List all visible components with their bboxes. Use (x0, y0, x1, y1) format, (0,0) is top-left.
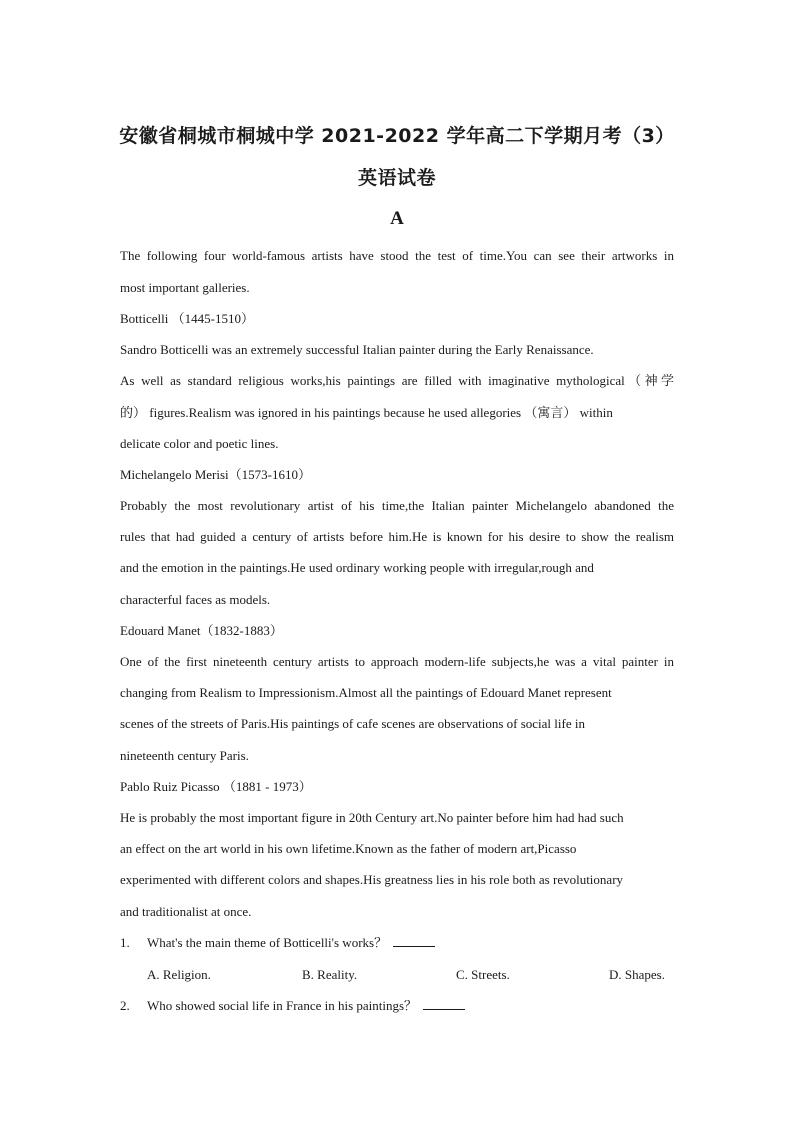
paragraph-line: scenes of the streets of Paris.His paintings of cafe scenes are observations of social life in (120, 716, 585, 731)
option-c[interactable]: C. Streets. (456, 967, 510, 982)
artist-heading-botticelli: Botticelli （1445-1510） (120, 311, 254, 326)
option-b[interactable]: B. Reality. (302, 967, 358, 982)
paragraph-line: changing from Realism to Impressionism.Almost all the paintings of Edouard Manet represent (120, 685, 612, 700)
artist-heading-manet: Edouard Manet（1832-1883） (120, 623, 283, 638)
question-1 (147, 935, 435, 951)
paragraph-line: rules that had guided a century of artists before him.He is known for his desire to show the realism (120, 529, 674, 544)
page-subtitle: 英语试卷 (357, 167, 436, 189)
intro-line: most important galleries. (120, 280, 250, 295)
answer-blank[interactable] (393, 935, 435, 947)
question-text: What's the main theme of Botticelli's works？ (147, 935, 388, 950)
option-d[interactable]: D. Shapes. (609, 967, 665, 982)
paragraph-line: Sandro Botticelli was an extremely successful Italian painter during the Early Renaissance. (120, 342, 594, 357)
paragraph-line: delicate color and poetic lines. (120, 436, 279, 451)
question-2 (147, 998, 465, 1014)
paragraph-line: One of the first nineteenth century artists to approach modern-life subjects,he was a vital painter in (120, 654, 674, 669)
paragraph-line: and traditionalist at once. (120, 904, 252, 919)
paragraph-line: He is probably the most important figure in 20th Century art.No painter before him had had such (120, 810, 624, 825)
paragraph-line: an effect on the art world in his own lifetime.Known as the father of modern art,Picasso (120, 841, 577, 856)
paragraph-line: Probably the most revolutionary artist of his time,the Italian painter Michelangelo abandoned the (120, 498, 674, 513)
question-number: 2. (120, 998, 130, 1013)
answer-blank[interactable] (423, 998, 465, 1010)
page-title: 安徽省桐城市桐城中学 2021-2022 学年高二下学期月考（3） (119, 125, 675, 147)
artist-heading-picasso: Pablo Ruiz Picasso （1881 - 1973） (120, 779, 312, 794)
paragraph-line: nineteenth century Paris. (120, 748, 249, 763)
paragraph-line: and the emotion in the paintings.He used ordinary working people with irregular,rough and (120, 560, 594, 575)
intro-line: The following four world-famous artists have stood the test of time.You can see their artworks in (120, 248, 674, 263)
question-number: 1. (120, 935, 130, 950)
artist-heading-merisi: Michelangelo Merisi（1573-1610） (120, 467, 311, 482)
paragraph-line: characterful faces as models. (120, 592, 271, 607)
paragraph-line: experimented with different colors and shapes.His greatness lies in his role both as revolutionary (120, 872, 624, 887)
paragraph-line: 的） figures.Realism was ignored in his paintings because he used allegories （寓言） within (120, 405, 613, 420)
option-a[interactable]: A. Religion. (147, 967, 211, 982)
section-label: A (390, 208, 404, 229)
question-text: Who showed social life in France in his paintings？ (147, 998, 418, 1013)
paragraph-line: As well as standard religious works,his paintings are filled with imaginative mythological（神学 (120, 373, 674, 388)
